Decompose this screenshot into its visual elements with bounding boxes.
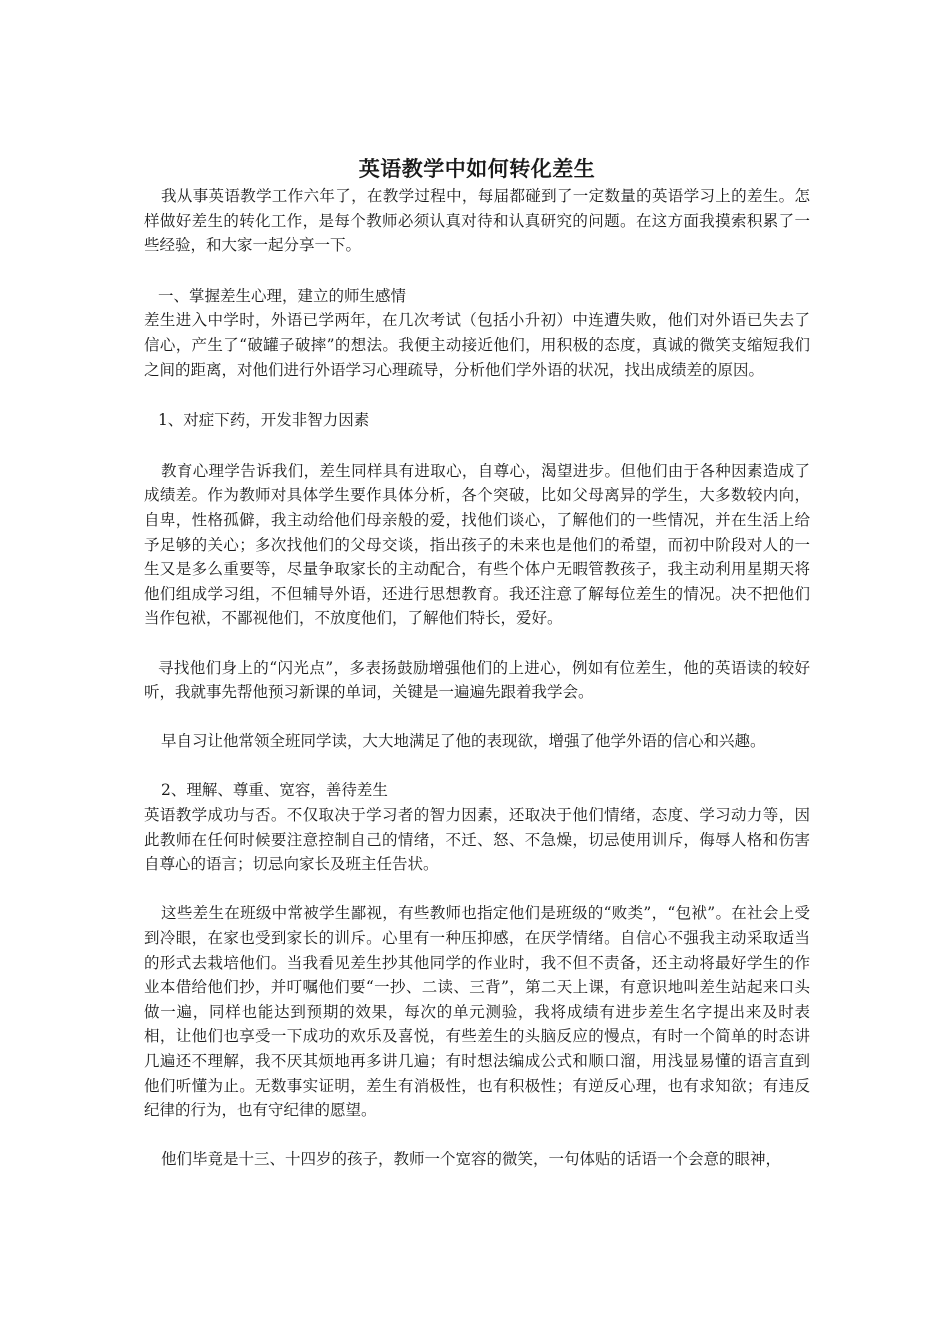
section1-heading: 一、掌握差生心理，建立的师生感情: [157, 286, 406, 305]
sub2-paragraph-3: 他们毕竟是十三、十四岁的孩子，教师一个宽容的微笑，一句体贴的话语一个会意的眼神，: [161, 1150, 782, 1169]
sub2-paragraph-1: 英语教学成功与否。不仅取决于学习者的智力因素，还取决于他们情绪，态度、学习动力等，因此教师在任何时候要注意控制自己的情绪，不迁、怒、不急燥，切忌使用训斥，侮辱人格和伤害自尊心的语言；切忌向家长及班主任告状。: [144, 806, 810, 874]
spacer: [144, 877, 810, 902]
document-page: [144, 156, 810, 1172]
spacer: [144, 1123, 810, 1148]
sub1-heading: 1、对症下药，开发非智力因素: [157, 411, 370, 430]
spacer: [144, 433, 810, 459]
spacer: [144, 705, 810, 730]
spacer: [144, 382, 810, 408]
sub2-heading: 2、理解、尊重、宽容，善待差生: [161, 781, 388, 800]
sub1-paragraph-2: 寻找他们身上的“闪光点”，多表扬鼓励增强他们的上进心，例如有位差生，他的英语读的较好听，我就事先帮他预习新课的单词，关键是一遍遍先跟着我学会。: [144, 658, 810, 702]
spacer: [144, 258, 810, 284]
sub1-paragraph-3: 早自习让他常领全班同学读，大大地满足了他的表现欲，增强了他学外语的信心和兴趣。: [161, 732, 766, 751]
section1-paragraph: 差生进入中学时，外语已学两年，在几次考试（包括小升初）中连遭失败，他们对外语已失去了信心，产生了“破罐子破摔”的想法。我便主动接近他们，用积极的态度，真诚的微笑支缩短我们之间的距离，对他们进行外语学习心理疏导，分析他们学外语的状况，找出成绩差的原因。: [144, 311, 810, 379]
intro-paragraph: 我从事英语教学工作六年了，在教学过程中，每届都碰到了一定数量的英语学习上的差生。怎样做好差生的转化工作，是每个教师必须认真对待和认真研究的问题。在这方面我摸索积累了一些经验，和大家一起分享一下。: [144, 187, 810, 255]
sub1-paragraph-1: 教育心理学告诉我们，差生同样具有进取心，自尊心，渴望进步。但他们由于各种因素造成了成绩差。作为教师对具体学生要作具体分析，各个突破，比如父母离异的学生，大多数较内向，自卑，性格孤僻，我主动给他们母亲般的爱，找他们谈心，了解他们的一些情况，并在生活上给予足够的关心；多次找他们的父母交谈，指出孩子的未来也是他们的希望，而初中阶段对人的一生又是多么重要等，尽量争取家长的主动配合，有些个体户无暇管教孩子，我主动利用星期天将他们组成学习组，不但辅导外语，还进行思想教育。我还注意了解每位差生的情况。决不把他们当作包袱，不鄙视他们，不放度他们，了解他们特长，爱好。: [144, 461, 810, 628]
spacer: [144, 631, 810, 656]
spacer: [144, 754, 810, 779]
sub2-paragraph-2: 这些差生在班级中常被学生鄙视，有些教师也指定他们是班级的“败类”，“包袱”。在社会上受到冷眼，在家也受到家长的训斥。心里有一种压抑感，在厌学情绪。自信心不强我主动采取适当的形式去栽培他们。当我看见差生抄其他同学的作业时，我不但不责备，还主动将最好学生的作业本借给他们抄，并叮嘱他们要“一抄、二读、三背”，第二天上课，有意识地叫差生站起来口头做一遍，同样也能达到预期的效果，每次的单元测验，我将成绩有进步差生名字提出来及时表相，让他们也享受一下成功的欢乐及喜悦，有些差生的头脑反应的慢点，有时一个简单的时态讲几遍还不理解，我不厌其烦地再多讲几遍；有时想法编成公式和顺口溜，用浅显易懂的语言直到他们听懂为止。无数事实证明，差生有消极性，也有积极性；有逆反心理，也有求知欲；有违反纪律的行为，也有守纪律的愿望。: [144, 904, 810, 1120]
document-title: 英语教学中如何转化差生: [358, 156, 596, 181]
